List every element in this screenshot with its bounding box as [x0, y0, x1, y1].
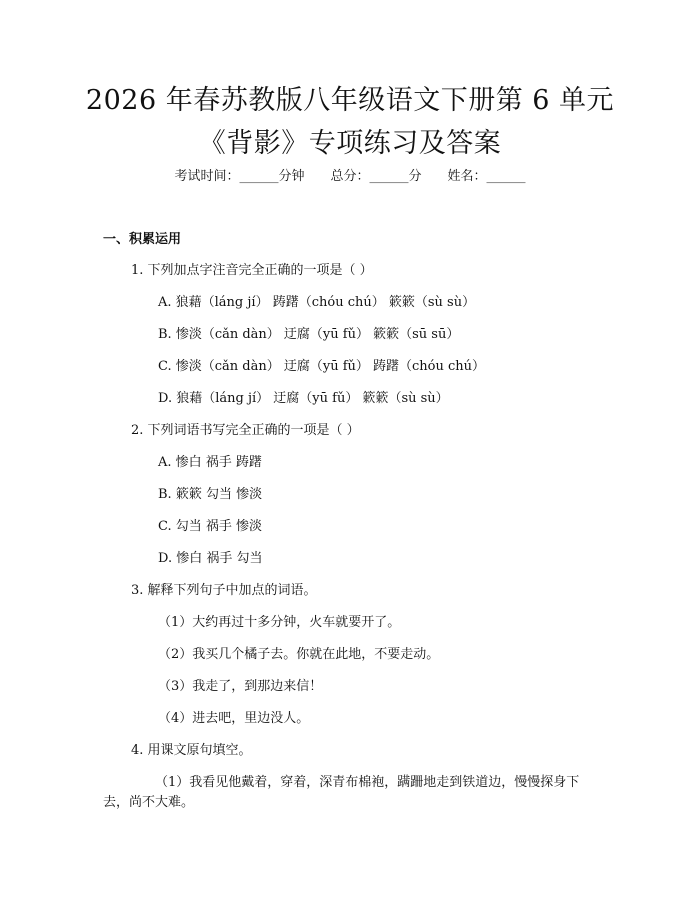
question-3-item-2: （2）我买几个橘子去。你就在此地，不要走动。: [158, 647, 440, 662]
question-2-option-a: A. 惨白 祸手 踌躇: [158, 455, 262, 470]
question-2-option-c: C. 勾当 祸手 惨淡: [158, 519, 263, 534]
exam-time-field: 考试时间：______分钟: [174, 169, 305, 184]
question-1-option-c: C. 惨淡（cǎn dàn） 迂腐（yū fǔ） 踌躇（chóu chú）: [158, 359, 486, 374]
document-title-line-2: 《背影》专项练习及答案: [198, 128, 502, 159]
name-field: 姓名：______: [447, 169, 526, 184]
question-3-item-1: （1）大约再过十多分钟，火车就要开了。: [158, 615, 401, 630]
total-score-field: 总分：______分: [330, 169, 422, 184]
question-1-option-d: D. 狼藉（láng jí） 迂腐（yū fǔ） 簌簌（sù sù）: [158, 391, 449, 406]
question-2-option-b: B. 簌簌 勾当 惨淡: [158, 487, 263, 502]
question-1: 1. 下列加点字注音完全正确的一项是（ ）: [131, 263, 373, 278]
question-4: 4. 用课文原句填空。: [131, 743, 252, 758]
question-1-option-a: A. 狼藉（láng jí） 踌躇（chóu chú） 簌簌（sù sù）: [158, 295, 476, 310]
question-2: 2. 下列词语书写完全正确的一项是（ ）: [131, 423, 360, 438]
question-3: 3. 解释下列句子中加点的词语。: [131, 583, 317, 598]
question-1-option-b: B. 惨淡（cǎn dàn） 迂腐（yū fǔ） 簌簌（sū sū）: [158, 327, 460, 342]
document-title-line-1: 2026 年春苏教版八年级语文下册第 6 单元: [85, 85, 615, 116]
question-2-option-d: D. 惨白 祸手 勾当: [158, 551, 263, 566]
question-3-item-3: （3）我走了，到那边来信！: [158, 679, 323, 694]
question-3-item-4: （4）进去吧，里边没人。: [158, 711, 310, 726]
question-4-paragraph: （1）我看见他戴着，穿着，深青布棉袍，蹒跚地走到铁道边，慢慢探身下去，尚不大难。: [103, 775, 580, 810]
exam-info-row: [0, 168, 700, 186]
section-heading: 一、积累运用: [103, 232, 182, 247]
